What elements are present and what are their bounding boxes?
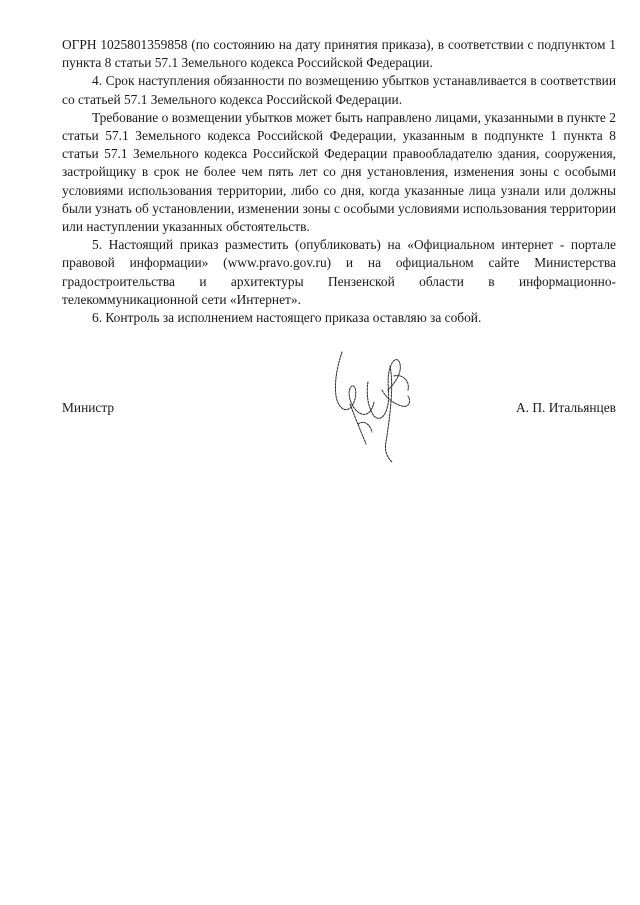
paragraph-ogrn: ОГРН 1025801359858 (по состоянию на дату принятия приказа), в соответствии с подпунктом 1 пункта 8 статьи 57.1 Земельного кодекса Российской Федерации. <box>62 37 616 71</box>
paragraph-item-5: 5. Настоящий приказ разместить (опубликовать) на «Официальном интернет - портале правовой информации» (www.pravo.gov.ru) и на официальном сайте Министерства градостроительства и архитектуры Пензенской области в информационно-телекоммуникационной сети «Интернет». <box>62 237 616 307</box>
signature-block <box>62 399 616 419</box>
document-body <box>62 36 616 327</box>
paragraph-compensation-claim: Требование о возмещении убытков может быть направлено лицами, указанными в пункте 2 статьи 57.1 Земельного кодекса Российской Федерации, указанным в подпункте 1 пункта 8 статьи 57.1 Земельного кодекса Российской Федерации правообладателю здания, сооружения, застройщику в срок не более чем пять лет со дня установления, изменения зоны с особыми условиями использования территории, либо со дня, когда указанные лица узнали или должны были узнать об установлении, изменении зоны с особыми условиями использования территории или наступлении указанных обстоятельств. <box>62 109 616 235</box>
paragraph-item-4: 4. Срок наступления обязанности по возмещению убытков устанавливается в соответствии со статьей 57.1 Земельного кодекса Российской Федерации. <box>62 73 616 107</box>
signatory-position: Министр <box>62 400 115 415</box>
paragraph-item-6: 6. Контроль за исполнением настоящего приказа оставляю за собой. <box>92 310 482 326</box>
signatory-name: А. П. Итальянцев <box>515 400 616 415</box>
